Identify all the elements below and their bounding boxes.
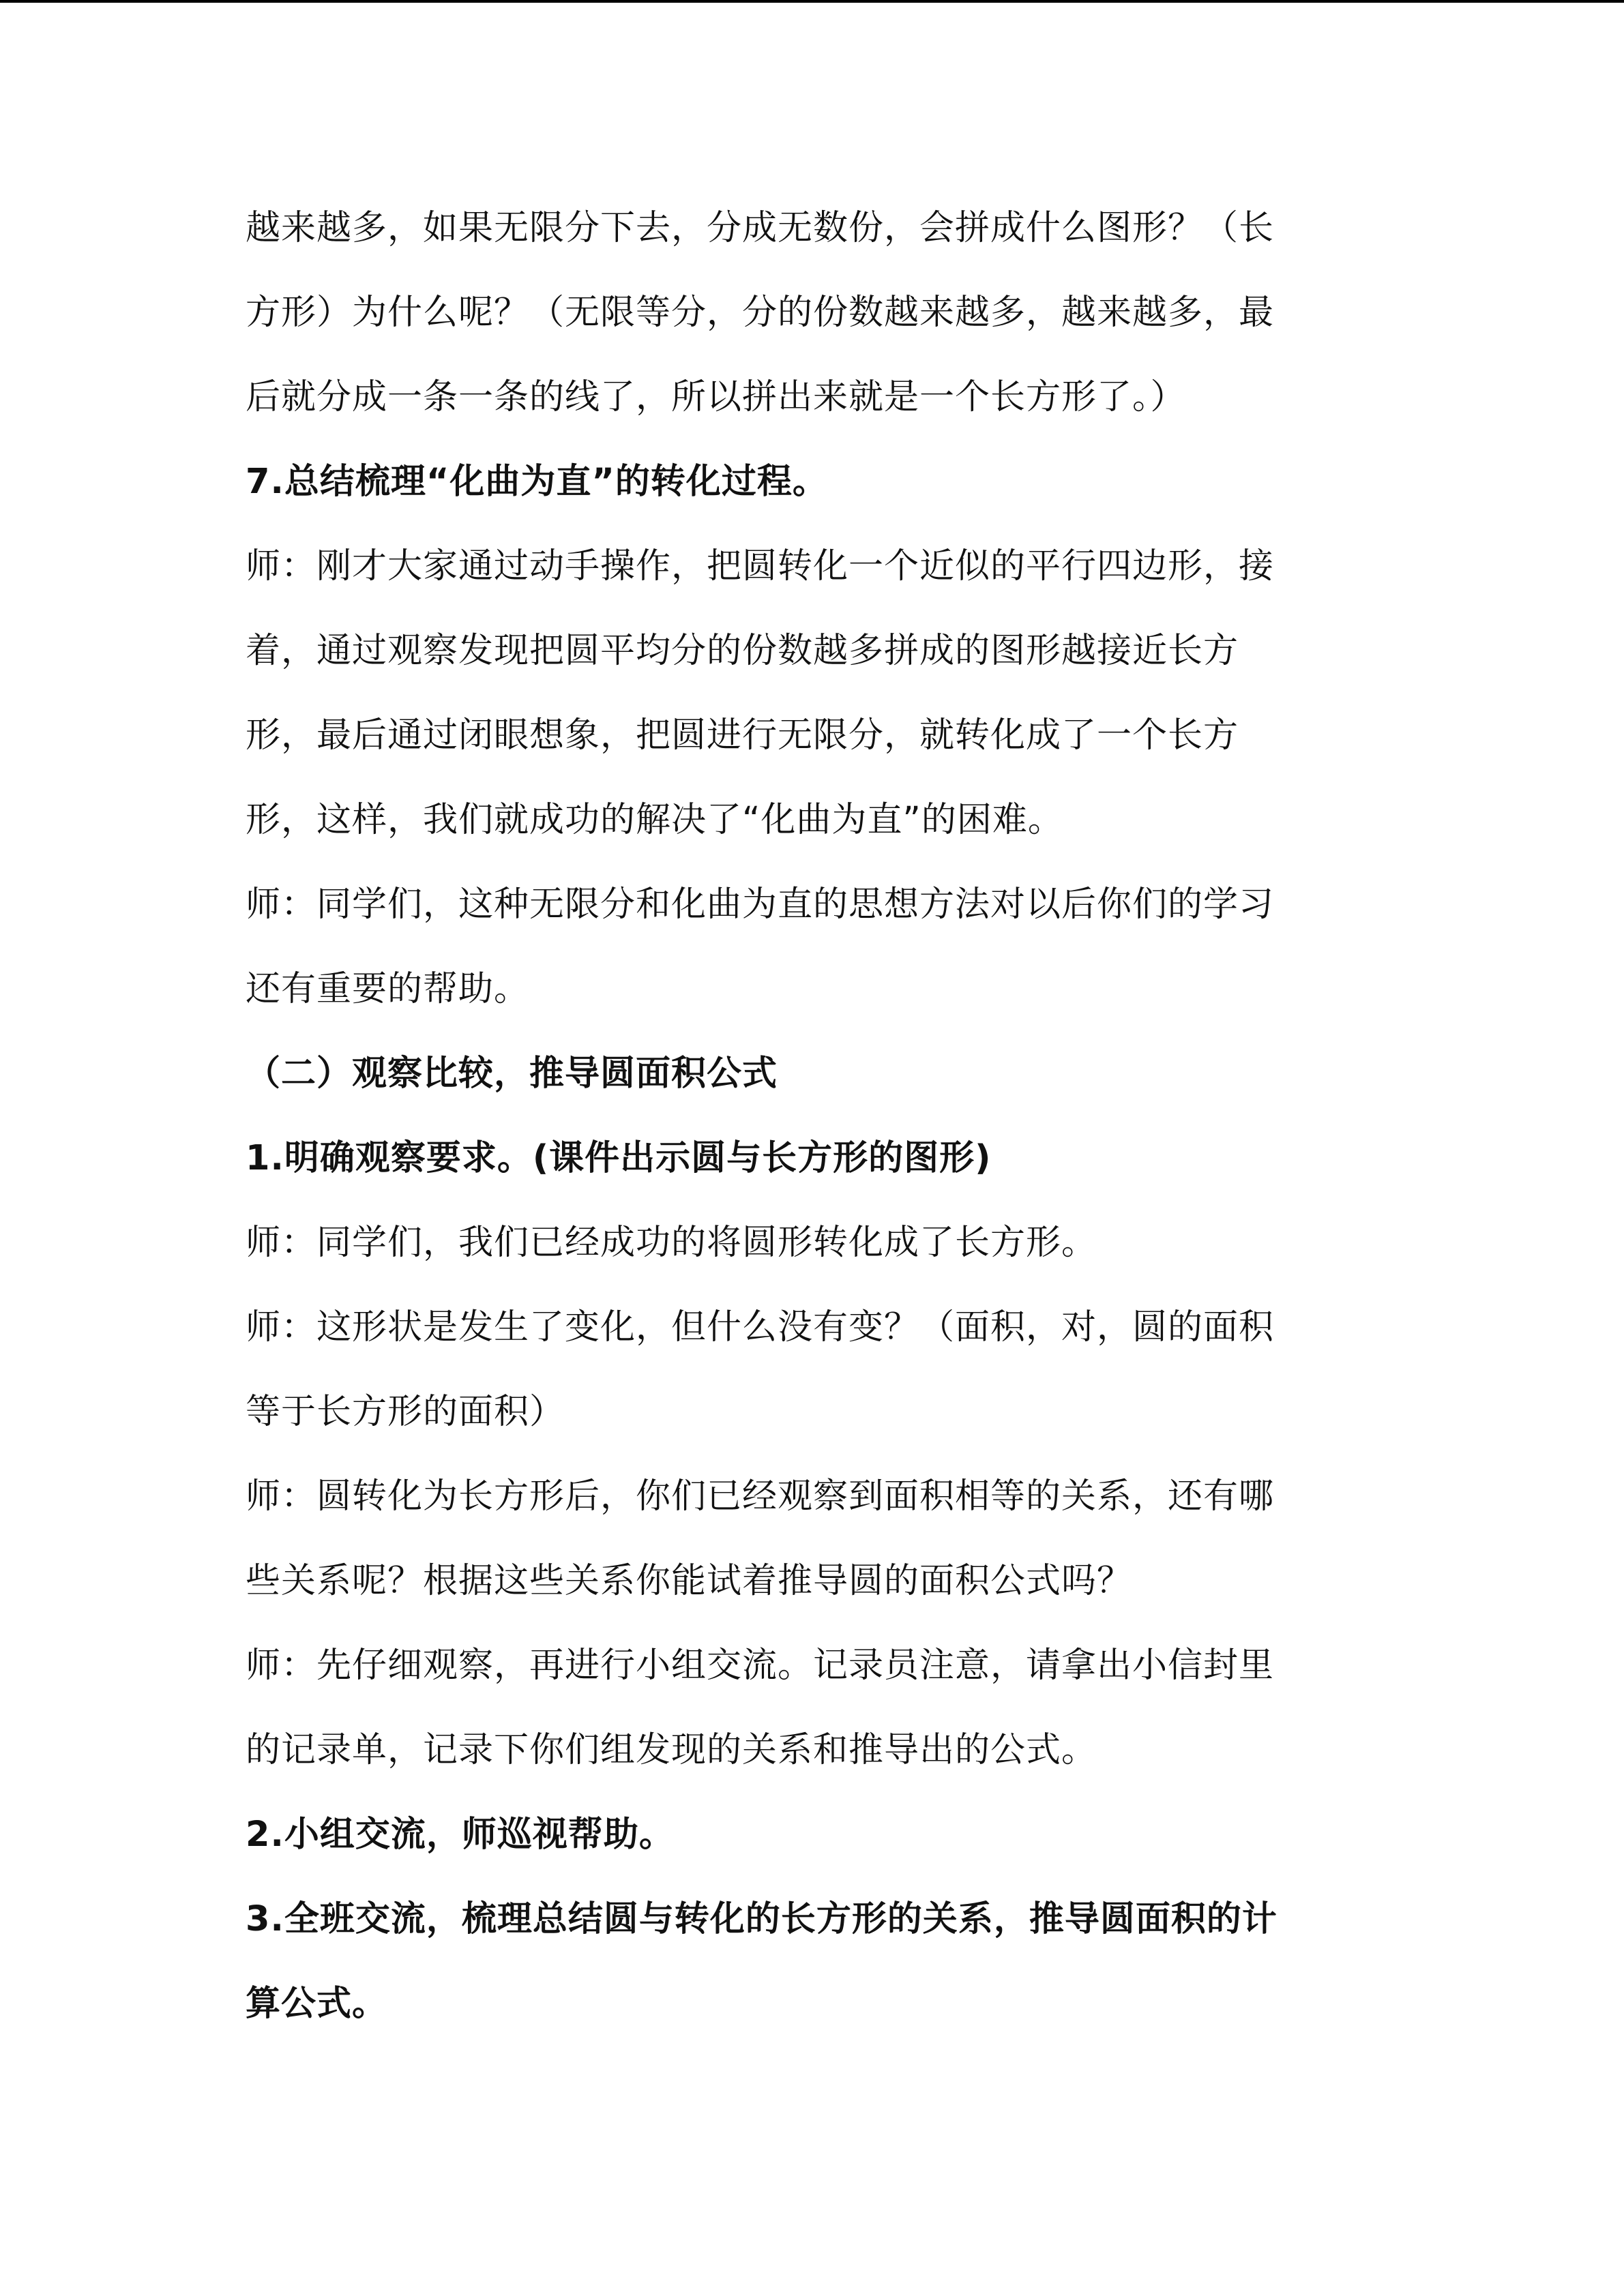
- text-line-1: 越来越多，如果无限分下去，分成无数份，会拼成什么图形？（长: [246, 208, 1275, 248]
- page-top-border: [0, 0, 1624, 3]
- text-line-16: 师：圆转化为长方形后，你们已经观察到面积相等的关系，还有哪: [246, 1476, 1275, 1517]
- step-heading-3: 3.全班交流，梳理总结圆与转化的长方形的关系，推导圆面积的计: [246, 1899, 1278, 1939]
- text-line-10: 还有重要的帮助。: [246, 969, 530, 1009]
- text-line-2: 方形）为什么呢？（无限等分，分的份数越来越多，越来越多，最: [246, 293, 1275, 333]
- text-line-9: 师：同学们，这种无限分和化曲为直的思想方法对以后你们的学习: [246, 884, 1275, 925]
- text-line-6: 着，通过观察发现把圆平均分的份数越多拼成的图形越接近长方: [246, 631, 1239, 671]
- step-heading-2: 2.小组交流，师巡视帮助。: [246, 1815, 675, 1855]
- section-heading-7: 7.总结梳理“化曲为直”的转化过程。: [246, 462, 828, 502]
- text-line-8: 形，这样，我们就成功的解决了“化曲为直”的困难。: [246, 800, 1063, 840]
- step-heading-1: 1.明确观察要求。(课件出示圆与长方形的图形): [246, 1138, 992, 1178]
- text-line-13: 师：同学们，我们已经成功的将圆形转化成了长方形。: [246, 1223, 1097, 1263]
- section-heading-2: （二）观察比较，推导圆面积公式: [246, 1054, 778, 1094]
- text-line-3: 后就分成一条一条的线了，所以拼出来就是一个长方形了。）: [246, 377, 1186, 417]
- text-line-14: 师：这形状是发生了变化，但什么没有变？（面积，对，圆的面积: [246, 1307, 1275, 1347]
- step-heading-3-cont: 算公式。: [246, 1984, 388, 2024]
- text-line-15: 等于长方形的面积）: [246, 1392, 565, 1432]
- text-line-5: 师：刚才大家通过动手操作，把圆转化一个近似的平行四边形，接: [246, 546, 1275, 586]
- text-line-19: 的记录单，记录下你们组发现的关系和推导出的公式。: [246, 1730, 1097, 1770]
- text-line-18: 师：先仔细观察，再进行小组交流。记录员注意，请拿出小信封里: [246, 1645, 1275, 1686]
- text-line-17: 些关系呢？根据这些关系你能试着推导圆的面积公式吗？: [246, 1561, 1133, 1601]
- text-line-7: 形，最后通过闭眼想象，把圆进行无限分，就转化成了一个长方: [246, 715, 1239, 756]
